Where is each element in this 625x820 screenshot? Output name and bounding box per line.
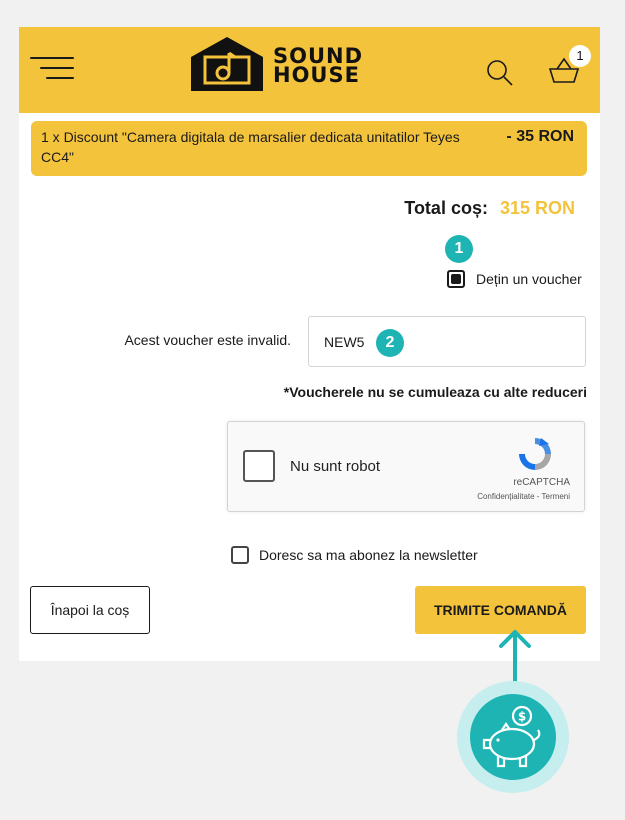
discount-description: 1 x Discount "Camera digitala de marsalier dedicata unitatilor Teyes CC4"	[41, 129, 460, 165]
cart-count-badge: 1	[569, 45, 591, 67]
voucher-checkbox-label: Dețin un voucher	[476, 271, 582, 287]
voucher-error-message: Acest voucher este invalid.	[124, 332, 291, 348]
voucher-note: *Voucherele nu se cumuleaza cu alte reduceri	[283, 384, 587, 400]
step-1-badge: 1	[445, 235, 473, 263]
search-icon[interactable]	[485, 58, 515, 88]
site-logo[interactable]	[191, 37, 371, 91]
newsletter-label: Doresc sa ma abonez la newsletter	[259, 547, 478, 563]
step-2-badge: 2	[376, 329, 404, 357]
svg-text:$: $	[517, 709, 527, 724]
cart-total	[404, 198, 575, 219]
piggy-bank-icon	[476, 700, 552, 776]
hamburger-menu-icon[interactable]	[30, 57, 74, 81]
newsletter-checkbox-box[interactable]	[231, 546, 249, 564]
house-logo-icon	[191, 37, 263, 91]
discount-row	[31, 121, 587, 176]
recaptcha-icon	[515, 434, 555, 474]
recaptcha-checkbox[interactable]	[243, 450, 275, 482]
site-header	[19, 27, 600, 113]
voucher-checkbox-box[interactable]	[447, 270, 465, 288]
back-to-cart-button[interactable]: Înapoi la coș	[30, 586, 150, 634]
recaptcha-label: Nu sunt robot	[290, 458, 381, 475]
total-label: Total coș:	[404, 198, 488, 218]
checkout-panel	[19, 27, 600, 661]
newsletter-checkbox[interactable]	[231, 544, 478, 566]
voucher-input[interactable]	[308, 316, 586, 367]
brand-name: SOUND HOUSE	[273, 44, 364, 87]
recaptcha-links[interactable]: Confidențialitate - Termeni	[477, 492, 570, 501]
discount-amount: - 35 RON	[506, 128, 574, 145]
recaptcha-widget	[227, 421, 585, 512]
voucher-checkbox[interactable]	[447, 267, 582, 291]
recaptcha-brand: reCAPTCHA	[513, 477, 570, 488]
total-value: 315 RON	[499, 198, 575, 218]
submit-order-button[interactable]: TRIMITE COMANDĂ	[415, 586, 586, 634]
